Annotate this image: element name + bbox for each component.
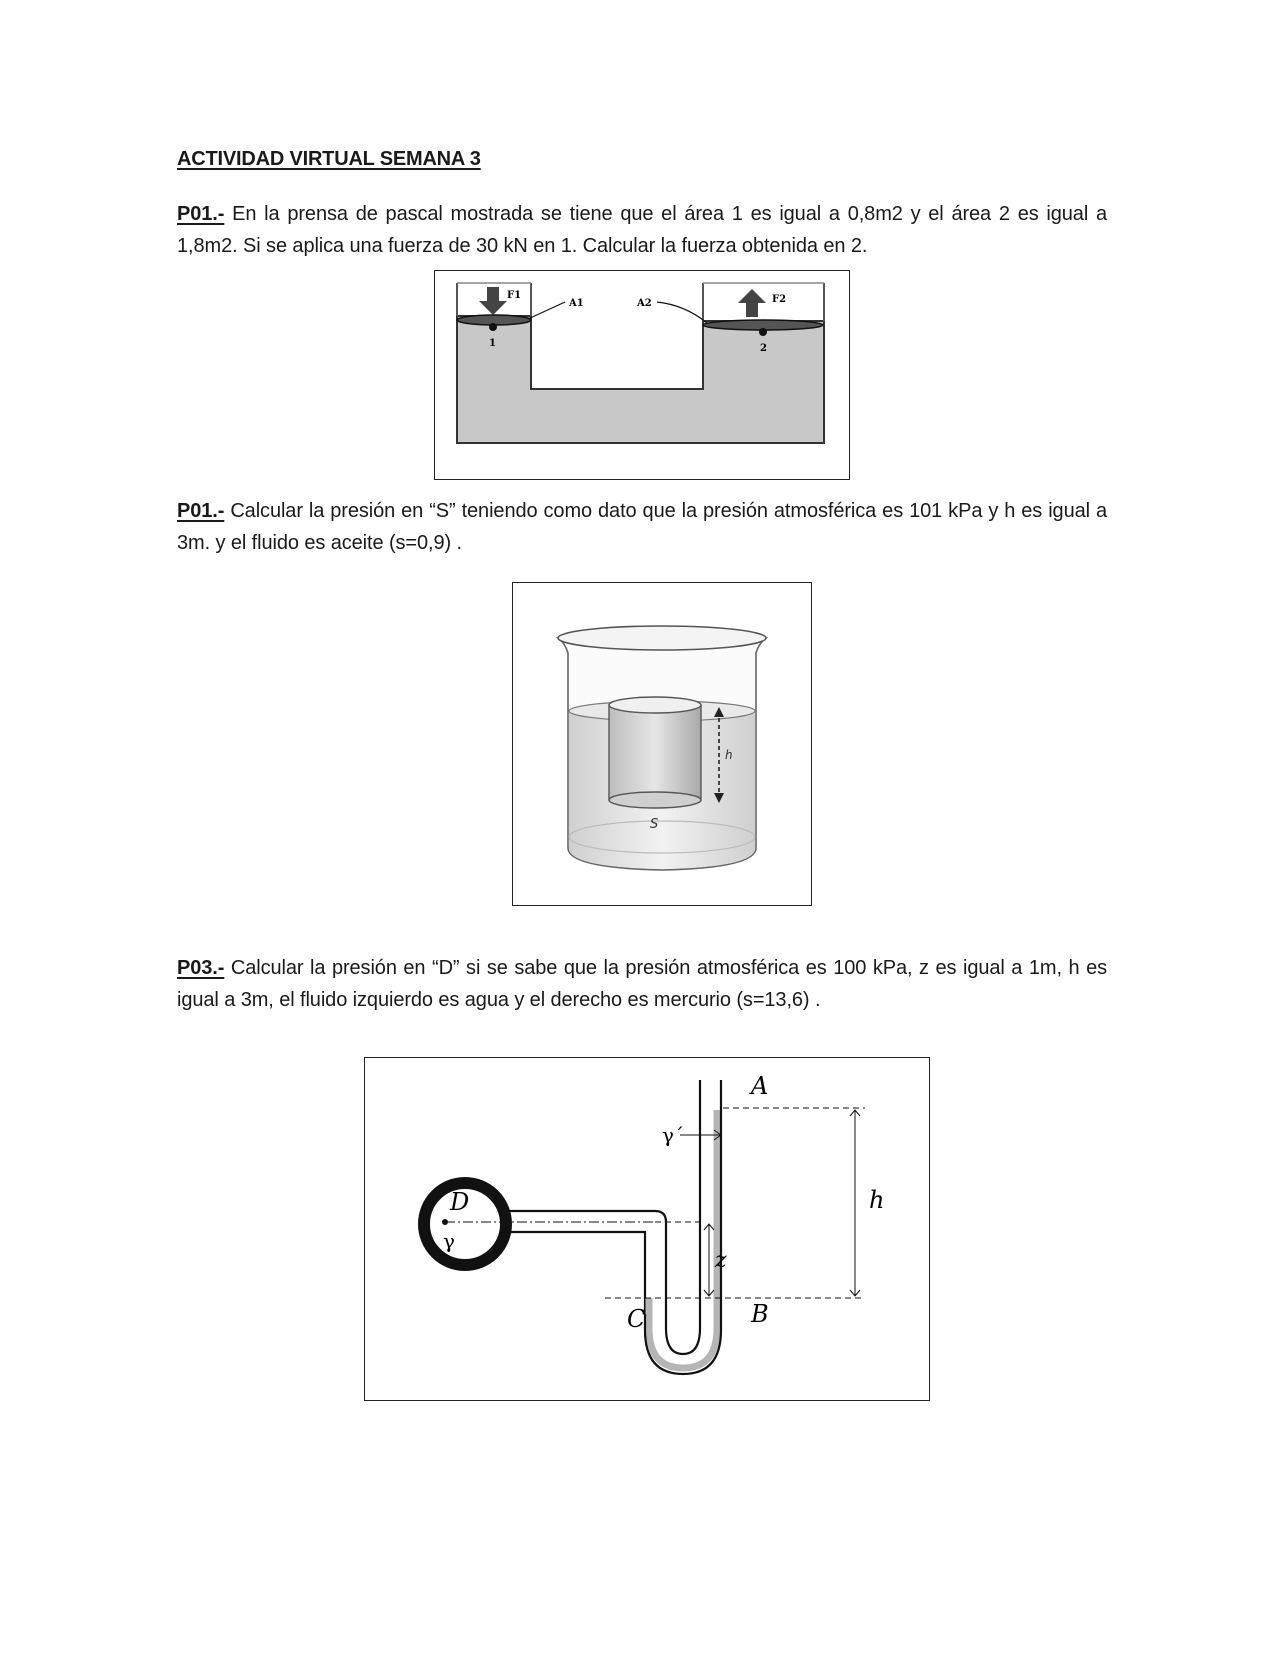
b-label: B (751, 1300, 769, 1328)
cylinder-top (609, 697, 701, 713)
gamma-prime-label: γ´ (662, 1123, 684, 1147)
point-d-marker (442, 1219, 448, 1225)
manometer-figure (364, 1057, 930, 1401)
a2-leader-line (657, 302, 707, 323)
force-2-up-arrow-icon (738, 289, 766, 317)
point-1-label: 1 (489, 338, 496, 349)
h-label: h (869, 1186, 885, 1214)
u-tube-inner-wall (666, 1080, 700, 1354)
cylinder-bottom (609, 792, 701, 808)
problem-2-label: P01.- (177, 500, 225, 522)
point-2-label: 2 (760, 343, 767, 354)
pascal-press-diagram (435, 271, 849, 479)
gamma-label: γ (443, 1229, 455, 1253)
manometer-diagram (365, 1058, 929, 1400)
point-2-marker (759, 328, 767, 336)
beaker-rim (558, 626, 766, 650)
problem-2-text: Calcular la presión en “S” teniendo como dato que la presión atmosférica es 101 kPa y h es igual a 3m. y el fluido es aceite (s=0,9) . (177, 500, 1107, 554)
f2-label: F2 (772, 294, 787, 305)
force-1-down-arrow-icon (479, 287, 507, 315)
problem-3-label: P03.- (177, 957, 225, 979)
h-label: h (725, 748, 733, 762)
pascal-press-figure (434, 270, 850, 480)
press-fluid (457, 316, 824, 443)
document-title: ACTIVIDAD VIRTUAL SEMANA 3 (177, 148, 481, 170)
c-label: C (627, 1305, 646, 1333)
mercury-column (649, 1110, 717, 1368)
problem-3-statement (177, 952, 1107, 1016)
problem-1-text: En la prensa de pascal mostrada se tiene que el área 1 es igual a 0,8m2 y el área 2 es igual a 1,8m2. Si se aplica una fuerza de 30 kN en 1. Calcular la fuerza obtenida en 2. (177, 203, 1107, 257)
problem-2-statement (177, 495, 1107, 559)
a-label: A (751, 1072, 769, 1100)
z-label: z (715, 1248, 727, 1273)
submerged-cylinder (609, 705, 701, 800)
problem-1-statement (177, 198, 1107, 262)
problem-1-label: P01.- (177, 203, 225, 225)
point-1-marker (489, 323, 497, 331)
a2-label: A2 (637, 298, 652, 309)
d-label: D (450, 1188, 470, 1216)
pipe-upper-wall (503, 1211, 666, 1314)
problem-3-text: Calcular la presión en “D” si se sabe que la presión atmosférica es 100 kPa, z es igual a 1m, h es igual a 3m, el fluido izquierdo es agua y el derecho es mercurio (s=13,6) . (177, 957, 1107, 1011)
a1-label: A1 (569, 298, 584, 309)
a1-leader-line (528, 302, 565, 319)
beaker-diagram (513, 583, 811, 905)
beaker-figure (512, 582, 812, 906)
pipe-lower-wall (503, 1232, 645, 1314)
s-label: S (650, 817, 659, 832)
f1-label: F1 (507, 290, 522, 301)
